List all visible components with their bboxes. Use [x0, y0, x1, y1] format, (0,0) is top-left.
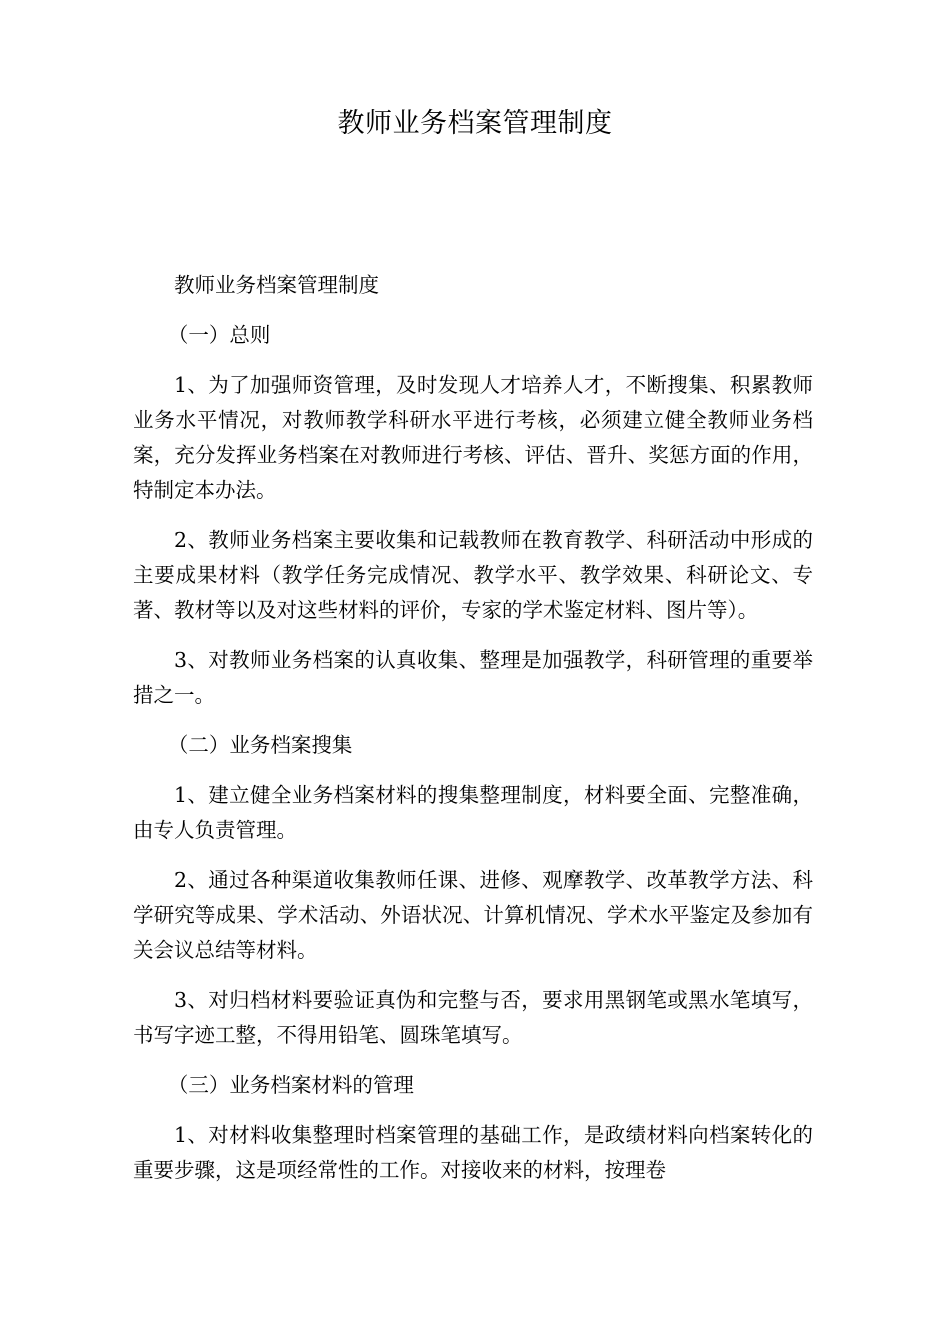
paragraph: 2、通过各种渠道收集教师任课、进修、观摩教学、改革教学方法、科学研究等成果、学术活动、外语状况、计算机情况、学术水平鉴定及参加有关会议总结等材料。 — [133, 868, 813, 962]
paragraph: 3、对归档材料要验证真伪和完整与否，要求用黑钢笔或黑水笔填写，书写字迹工整，不得用铅笔、圆珠笔填写。 — [133, 988, 813, 1047]
paragraph: 2、教师业务档案主要收集和记载教师在教育教学、科研活动中形成的主要成果材料（教学任务完成情况、教学水平、教学效果、科研论文、专著、教材等以及对这些材料的评价，专家的学术鉴定材料、图片等）。 — [133, 528, 813, 622]
paragraph: 1、对材料收集整理时档案管理的基础工作，是政绩材料向档案转化的重要步骤，这是项经常性的工作。对接收来的材料，按理卷 — [133, 1123, 813, 1182]
section-heading-collection: （二）业务档案搜集 — [167, 733, 353, 757]
section-heading-general: （一）总则 — [167, 323, 271, 347]
paragraph: 1、为了加强师资管理，及时发现人才培养人才，不断搜集、积累教师业务水平情况，对教师教学科研水平进行考核，必须建立健全教师业务档案，充分发挥业务档案在对教师进行考核、评估、晋升、奖惩方面的作用，特制定本办法。 — [133, 373, 813, 502]
paragraph: 3、对教师业务档案的认真收集、整理是加强教学，科研管理的重要举措之一。 — [133, 648, 813, 707]
paragraph: 1、建立健全业务档案材料的搜集整理制度，材料要全面、完整准确，由专人负责管理。 — [133, 783, 813, 842]
document-body — [133, 268, 813, 1203]
document-title: 教师业务档案管理制度 — [337, 108, 613, 139]
section-heading-management: （三）业务档案材料的管理 — [167, 1073, 414, 1097]
body-heading: 教师业务档案管理制度 — [174, 273, 379, 297]
